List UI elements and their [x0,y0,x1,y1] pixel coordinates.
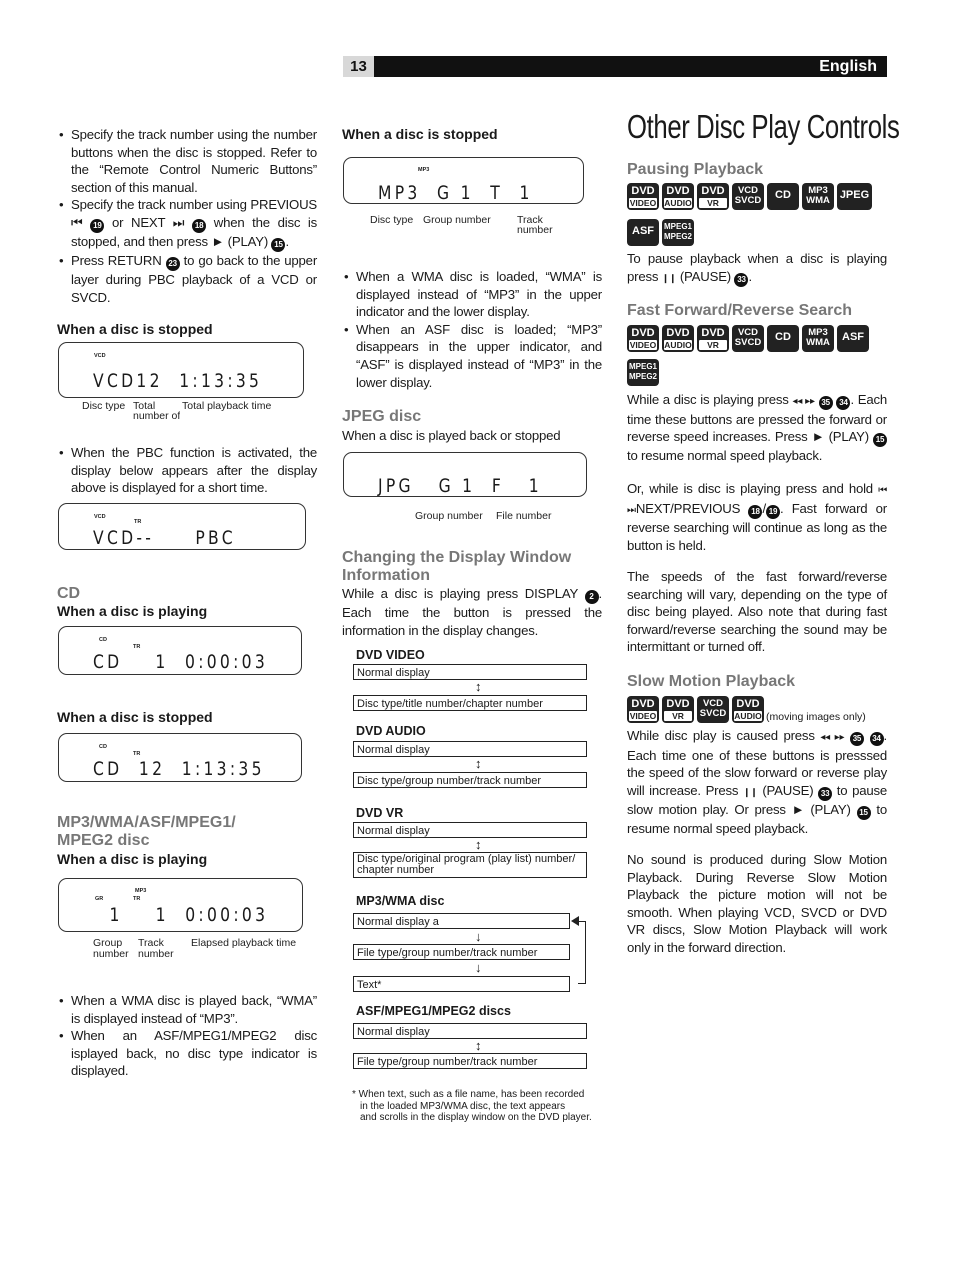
double-arrow-icon: ↕ [475,756,482,771]
list-item: • When an ASF/MPEG1/MPEG2 disc isplayed back, no disc type indicator is displayed. [57,1027,317,1080]
asf-logo: ASF [627,219,659,246]
dvd-vr-logo: DVD VR [697,325,729,352]
section-cd: CD [57,585,81,602]
section-pause: Pausing Playback [627,161,764,178]
cd-logo: CD [767,325,799,352]
subheading-stopped: When a disc is stopped [342,126,498,142]
dvd-vr-logo: DVD VR [697,183,729,210]
button-ref-icon: 34 [870,732,884,746]
lcd-display-pbc: VCD TR VCD-- PBC [58,503,306,550]
flow-box: Disc type/title number/chapter number [353,695,587,711]
dvd-audio-logo: DVD AUDIO [732,696,764,723]
button-ref-icon: 35 [850,732,864,746]
mpeg-logo: MPEG1 MPEG2 [627,359,659,386]
pause-text: To pause playback when a disc is playing press ❙❙ (PAUSE) 33 . [627,250,887,287]
section-fast-forward: Fast Forward/Reverse Search [627,302,852,319]
bullet-list-2 [57,992,317,1080]
dvd-audio-logo: DVD AUDIO [662,325,694,352]
loop-line [578,921,586,984]
bullet-list-pbc [57,444,317,497]
vcd-svcd-logo: VCD SVCD [697,696,729,723]
section-jpeg: JPEG disc [342,408,422,425]
button-ref-icon: 19 [766,505,780,519]
list-item: • When a WMA disc is played back, “WMA” is displayed instead of “MP3”. [57,992,317,1027]
button-ref-icon: 33 [734,273,748,287]
ff-text-2: Or, while is disc is playing press and hold ⏮ ⏭NEXT/PREVIOUS 18 / 19 . Fast forward or reverse searching will continue as long as the button is held. [627,481,887,553]
flow-box: Normal display [353,664,587,680]
section-change-display: Changing the Display Window [342,549,572,566]
ff-text-3: The speeds of the fast forward/reverse searching will vary, depending on the type of disc being played. Also note that during fast forward/reverse searching the sound may be intermittant or turned off. [627,569,887,655]
double-arrow-icon: ↕ [475,679,482,694]
cd-logo: CD [767,183,799,210]
lcd-display-mp3-stopped: MP3 MP3 G 1 T 1 [343,157,584,204]
down-arrow-icon: ↓ [475,960,482,975]
subheading-stopped: When a disc is stopped [57,321,213,337]
page-title: Other Disc Play Controls [627,108,900,145]
slow-text-1: While disc play is caused press ◂◂ ▸▸ 35 34 . Each time one of these buttons is presssed the speed of the slow forward or reverse play will increase. Press ❙❙ (PAUSE) 33 to pause slow motion play. Or press ► (PLAY) 15 to resume normal speed playback. [627,728,888,837]
dvd-video-logo: DVD VIDEO [627,325,659,352]
button-ref-icon: 15 [873,433,887,447]
page-header-bar [343,56,887,77]
button-ref-icon: 19 [90,219,104,233]
section-mp3-line2: MPEG2 disc [57,832,150,849]
dvd-video-logo: DVD VIDEO [627,183,659,210]
button-ref-icon: 18 [748,505,762,519]
list-item: • Specify the track number using PREVIOUS ⏮ 19 or NEXT ⏭ 18 when the disc is stopped, and then press ► (PLAY) 15 . [57,196,317,252]
mpeg-logo: MPEG1 MPEG2 [662,219,694,246]
subheading-playing: When a disc is playing [57,851,208,867]
flow-box: Normal display [353,1023,587,1039]
flow-box: Normal display a [353,913,570,929]
mp3-wma-logo: MP3 WMA [802,325,834,352]
language-label: English [819,58,877,75]
vcd-svcd-logo: VCD SVCD [732,183,764,210]
section-change-display-2: Information [342,567,430,584]
subheading-playing: When a disc is playing [57,603,208,619]
list-item: • When the PBC function is activated, the display below appears after the display above is displayed for a short time. [57,444,317,497]
change-display-text: While a disc is playing press DISPLAY 2 . Each time the button is pressed the information in the display changes. [342,586,602,638]
section-slow-motion: Slow Motion Playback [627,673,796,690]
down-arrow-icon: ↓ [475,929,482,944]
button-ref-icon: 33 [818,787,832,801]
button-ref-icon: 34 [836,396,850,410]
bullet-list-1 [57,126,317,306]
list-item: • When an ASF disc is loaded; “MP3” disappears in the upper indicator, and “ASF” is displayed instead of “MP3” in the lower display. [342,321,602,391]
double-arrow-icon: ↕ [475,837,482,852]
lcd-display-cd-playing: CD TR CD 1 0:00:03 [58,626,302,675]
slow-text-2: No sound is produced during Slow Motion Playback. During Reverse Slow Motion Playback the picture motion will not be smooth. When playing VCD, SVCD or DVD VR discs, Slow Motion Playback will work only in the forward direction. [627,852,887,955]
subheading-stopped: When a disc is stopped [57,709,213,725]
page-number: 13 [343,56,374,77]
double-arrow-icon: ↕ [475,1038,482,1053]
flow-box: Normal display [353,741,587,757]
bullet-list-col2 [342,268,602,391]
button-ref-icon: 23 [166,257,180,271]
button-ref-icon: 18 [192,219,206,233]
flow-box: File type/group number/track number [353,944,570,960]
flow-box: Text* [353,976,570,992]
dvd-video-logo: DVD VIDEO [627,696,659,723]
vcd-svcd-logo: VCD SVCD [732,325,764,352]
jpeg-logo: JPEG [837,183,872,210]
button-ref-icon: 35 [819,396,833,410]
button-ref-icon: 15 [857,806,871,820]
button-ref-icon: 2 [585,590,599,604]
lcd-display-vcd: VCD VCD12 1:13:35 [58,342,304,398]
slow-note: (moving images only) [766,711,866,723]
section-mp3: MP3/WMA/ASF/MPEG1/ [57,814,236,831]
flow-box: File type/group number/track number [353,1053,587,1069]
list-item: • Press RETURN 23 to go back to the upper layer during PBC playback of a VCD or SVCD. [57,252,317,306]
lcd-display-cd-stopped: CD TR CD 12 1:13:35 [58,733,302,782]
flow-box: Disc type/original program (play list) number/ chapter number [353,852,587,878]
dvd-audio-logo: DVD AUDIO [662,183,694,210]
list-item: • Specify the track number using the number buttons when the disc is stopped. Refer to the “Remote Control Numeric Buttons” section of this manual. [57,126,317,196]
dvd-vr-logo: DVD VR [662,696,694,723]
asf-logo: ASF [837,325,869,352]
list-item: • When a WMA disc is loaded, “WMA” is displayed instead of “MP3” in the upper indicator and the lower display. [342,268,602,321]
left-arrow-icon [571,916,579,926]
lcd-display-mp3-playing: MP3 GR TR 1 1 0:00:03 [58,878,303,932]
flow-box: Normal display [353,822,587,838]
footnote: * When text, such as a file name, has been recorded in the loaded MP3/WMA disc, the text appears and scrolls in the display window on the DVD player. [352,1089,592,1123]
mp3-wma-logo: MP3 WMA [802,183,834,210]
lcd-display-jpeg: JPG G 1 F 1 [343,452,587,497]
button-ref-icon: 15 [271,238,285,252]
flow-box: Disc type/group number/track number [353,772,587,788]
ff-text-1: While a disc is playing press ◂◂ ▸▸ 35 34 . Each time these buttons are pressed the forward or reverse speed increases. Press ► (PLAY) 15 to resume normal speed playback. [627,392,888,464]
